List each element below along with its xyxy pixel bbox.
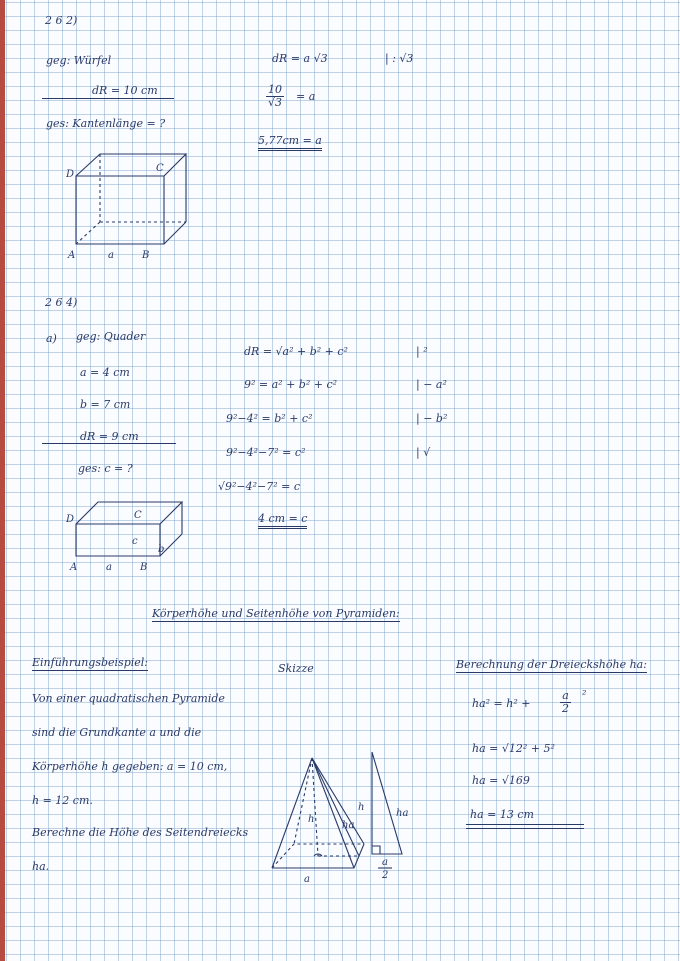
cube-hidden-diagonal: [76, 222, 100, 244]
problem-264-a: a = 4 cm: [80, 366, 130, 379]
intro-heading: Einführungsbeispiel:: [32, 656, 148, 669]
problem-262-fraction: [266, 84, 284, 109]
given-divider-262: [42, 98, 174, 99]
cuboid-front-face: [76, 524, 160, 556]
pyramid-label-h: h: [308, 814, 315, 825]
cuboid-label-c: c: [132, 536, 138, 547]
calc-eq2: ha = √12² + 5²: [472, 742, 555, 755]
problem-264-op4: | √: [416, 446, 431, 459]
cube-label-a: a: [108, 250, 114, 261]
pyramid-edge-right: [312, 758, 364, 844]
problem-264-result: 4 cm = c: [258, 512, 307, 529]
calc-eq3: ha = √169: [472, 774, 530, 787]
calc-eq1-exponent: ²: [582, 688, 587, 701]
cuboid-label-A: A: [70, 562, 78, 573]
problem-264-op1: | ²: [416, 345, 428, 358]
problem-262-fraction-rhs: = a: [296, 90, 316, 103]
cube-label-D: D: [66, 169, 75, 180]
cube-front-face: [76, 176, 164, 244]
problem-262-number: 2 6 2): [45, 14, 78, 27]
cuboid-top-edges: [76, 502, 182, 524]
cube-right-bottom-edge: [164, 222, 186, 244]
problem-264-op2: | − a²: [416, 378, 447, 391]
problem-264-sought: ges: c = ?: [78, 462, 133, 475]
section-title: Körperhöhe und Seitenhöhe von Pyramiden:: [152, 607, 400, 620]
problem-264-b: b = 7 cm: [80, 398, 131, 411]
side-triangle: [372, 752, 402, 854]
problem-264-eq1: dR = √a² + b² + c²: [244, 345, 348, 358]
side-triangle-label-h: h: [358, 802, 365, 813]
intro-line-6: ha.: [32, 860, 50, 873]
problem-264-diagonal: dR = 9 cm: [80, 430, 139, 443]
problem-264-eq5: √9²−4²−7² = c: [218, 480, 301, 493]
problem-262-operation: | : √3: [385, 52, 414, 65]
calc-eq1-fraction: [560, 690, 571, 715]
calc-eq1-lhs: ha² = h² +: [472, 697, 531, 710]
cuboid-label-a: a: [106, 562, 112, 573]
cuboid-sketch: [64, 500, 184, 575]
pyramid-label-ha: ha: [342, 820, 355, 831]
cube-top-edges: [76, 154, 186, 176]
cube-sketch: [64, 150, 184, 265]
problem-262-diagonal: dR = 10 cm: [92, 84, 158, 97]
side-triangle-label-ha: ha: [396, 808, 409, 819]
given-divider-264: [42, 443, 176, 444]
fraction-numerator: 10: [266, 84, 284, 97]
page-margin-line: [0, 0, 5, 961]
pyramid-label-a: a: [304, 874, 310, 885]
problem-262-equation: dR = a √3: [272, 52, 328, 65]
intro-line-2: sind die Grundkante a und die: [32, 726, 202, 739]
pyramid-edge-left: [272, 758, 315, 868]
calc-result: ha = 13 cm: [470, 808, 534, 821]
fraction-denominator: √3: [268, 96, 283, 109]
cube-label-C: C: [156, 163, 164, 174]
problem-264-part: a): [46, 332, 57, 345]
problem-264-eq4: 9²−4²−7² = c²: [226, 446, 306, 459]
pyramid-edge-front: [312, 758, 354, 868]
problem-264-eq2: 9² = a² + b² + c²: [244, 378, 338, 391]
calc-heading: Berechnung der Dreieckshöhe ha:: [456, 658, 647, 671]
intro-line-1: Von einer quadratischen Pyramide: [32, 692, 225, 705]
problem-262-sought: ges: Kantenlänge = ?: [46, 117, 166, 130]
calc-result-underline: [466, 824, 584, 829]
problem-262-result: 5,77cm = a: [258, 134, 322, 151]
side-triangle-label-half-den: 2: [382, 870, 389, 881]
cuboid-label-C: C: [134, 510, 142, 521]
problem-264-given: geg: Quader: [76, 330, 146, 343]
pyramid-slant-height-line: [312, 758, 359, 856]
side-triangle-right-angle: [372, 846, 380, 854]
problem-264-number: 2 6 4): [45, 296, 78, 309]
cuboid-label-D: D: [66, 514, 75, 525]
side-triangle-label-half-num: a: [382, 857, 388, 868]
intro-line-3: Körperhöhe h gegeben: a = 10 cm,: [32, 760, 228, 773]
problem-264-op3: | − b²: [416, 412, 448, 425]
calc-fraction-denominator: 2: [562, 702, 569, 715]
cube-label-A: A: [68, 250, 76, 261]
intro-line-4: h = 12 cm.: [32, 794, 93, 807]
sketch-heading: Skizze: [278, 662, 314, 675]
cube-label-B: B: [142, 250, 150, 261]
problem-262-given: geg: Würfel: [46, 54, 112, 67]
cuboid-label-B: B: [140, 562, 148, 573]
cuboid-label-b: b: [158, 544, 165, 555]
problem-264-eq3: 9²−4² = b² + c²: [226, 412, 313, 425]
intro-line-5: Berechne die Höhe des Seitendreiecks: [32, 826, 249, 839]
calc-fraction-numerator: a: [560, 690, 571, 703]
pyramid-sketch: [264, 750, 414, 885]
